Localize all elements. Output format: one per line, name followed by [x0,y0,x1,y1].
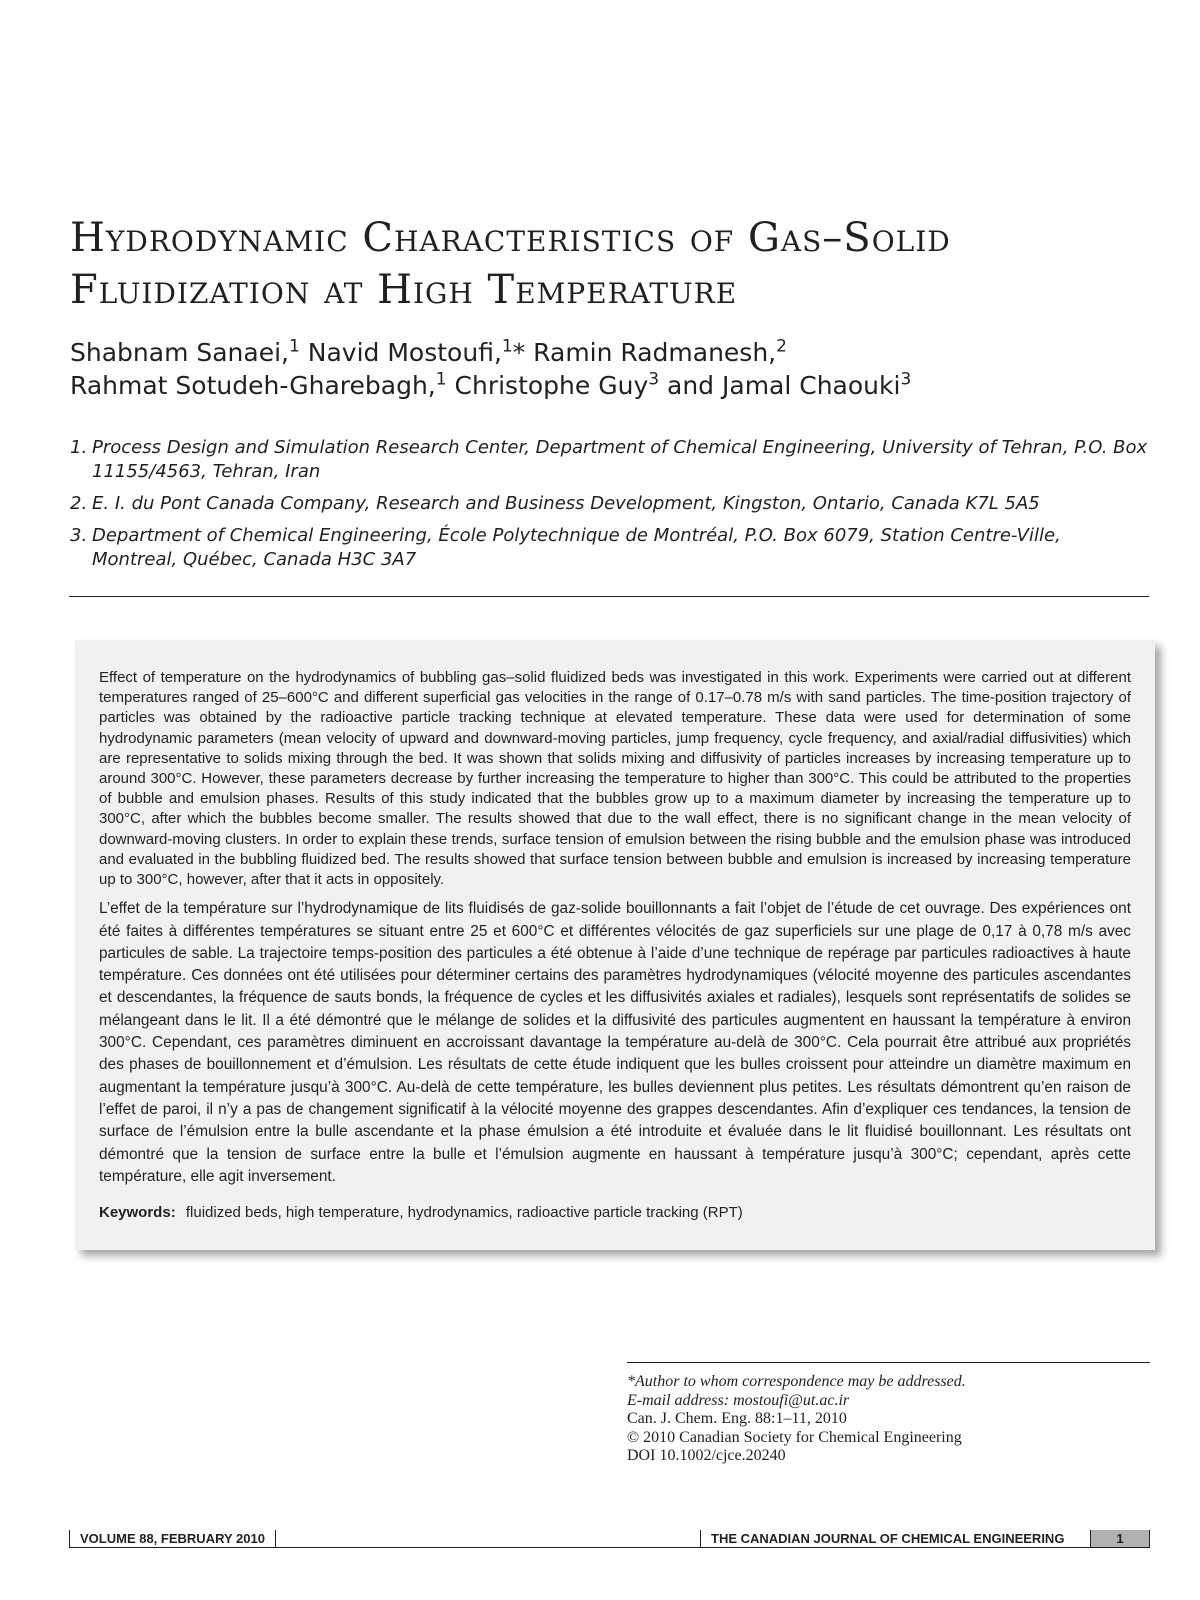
doi: DOI 10.1002/cjce.20240 [627,1447,786,1464]
author-affiliation-mark: 3 [648,369,660,390]
article-title-line-2: Fluidization at High Temperature [70,267,738,313]
affiliation-text: Process Design and Simulation Research Center, Department of Chemical Engineering, University of Tehran, P.O. Box 11155/4563, Tehran, Iran [92,437,1148,482]
correspondence-footnote [627,1362,1150,1466]
author-line-2 [70,369,1150,402]
correspondence-note: *Author to whom correspondence may be addressed. [627,1373,966,1390]
author-affiliation-mark: 1 [289,336,300,357]
footer-journal-name: THE CANADIAN JOURNAL OF CHEMICAL ENGINEERING [700,1530,1074,1547]
author-name: Shabnam Sanaei, [70,338,289,367]
abstract-french: L’effet de la température sur l’hydrodynamique de lits fluidisés de gaz-solide bouillonnants a fait l’objet de l’étude de cet ouvrage. Des expériences ont été faites à différentes températures se situant entre 25 et 600°C et différentes vélocités de gaz superficiels sur une plage de 0,17 à 0,78 m/s avec particules de sable. La trajectoire temps-position des particules a été obtenue à l’aide d’une technique de repérage par particules radioactives à haute température. Ces données ont été utilisées pour déterminer certains des paramètres hydrodynamiques (vélocité moyenne des particules ascendantes et descendantes, la fréquence de sauts bonds, la fréquence de cycles et les diffusivités axiales et radiales), lesquels sont représentatifs de solides se mélangeant dans le lit. Il a été démontré que le mélange de solides et la diffusivité des particules augmentent en haussant la température à environ 300°C. Cependant, ces paramètres diminuent en accroissant davantage la température au-delà de 300°C. Cela pourrait être attribué aux propriétés des phases de bouillonnement et d’émulsion. Les résultats de cette étude indiquent que les bulles croissent pour atteindre un diamètre maximum en augmentant la température jusqu’à 300°C. Au-delà de cette température, les bulles deviennent plus petites. Les résultats démontrent qu’en raison de l’effet de paroi, il n’y a pas de changement significatif à la vélocité moyenne des grappes descendantes. Afin d’expliquer ces tendances, la tension de surface de l’émulsion entre la bulle ascendante et la phase émulsion a été introduite et évaluée dans le lit fluidisé bouillonnant. Les résultats ont démontré que la tension de surface entre la bulle et l’émulsion augmente en haussant à température jusqu’à 300°C; cependant, après cette température, elle agit inversement. [99,900,1131,1185]
affiliation-text: Department of Chemical Engineering, École Polytechnique de Montréal, P.O. Box 6079, Station Centre-Ville, Montreal, Québec, Canada H3C 3A7 [92,525,1061,570]
affiliation-item [70,436,1150,484]
page-footer [69,1530,1150,1548]
author-name: Navid Mostoufi, [307,338,502,367]
article-title [70,212,1150,316]
author-line-1 [70,336,1150,369]
author-separator: * [512,338,534,367]
keywords-text: fluidized beds, high temperature, hydrodynamics, radioactive particle tracking (RPT) [185,1204,743,1222]
copyright: © 2010 Canadian Society for Chemical Engineering [627,1428,962,1446]
author-separator [300,338,308,367]
affiliation-number: 2. [70,493,88,514]
abstract-english: Effect of temperature on the hydrodynamics of bubbling gas–solid fluidized beds was investigated in this work. Experiments were carried out at different temperatures ranged of 25–600°C and different superficial gas velocities in the range of 0.17–0.78 m/s with sand particles. The time-position trajectory of particles was obtained by the radioactive particle tracking technique at elevated temperature. These data were used for determination of some hydrodynamic parameters (mean velocity of upward and downward-moving particles, jump frequency, cycle frequency, and axial/radial diffusivities) which are representative to solids mixing through the bed. It was shown that solids mixing and diffusivity of particles increases by increasing temperature up to around 300°C. However, these parameters decrease by further increasing the temperature to higher than 300°C. This could be attributed to the properties of bubble and emulsion phases. Results of this study indicated that the bubbles grow up to a maximum diameter by increasing the temperature up to 300°C, after which the bubbles become smaller. The results showed that due to the wall effect, there is no significant change in the mean velocity of downward-moving clusters. In order to explain these trends, surface tension of emulsion between the rising bubble and the emulsion phase was introduced and evaluated in the bubbling fluidized bed. The results showed that surface tension between bubble and emulsion is increased by increasing temperature up to 300°C, however, after that it acts in oppositely. [99,669,1131,889]
affiliation-item [70,524,1150,572]
affiliation-text: E. I. du Pont Canada Company, Research and Business Development, Kingston, Ontario, Canada K7L 5A5 [92,493,1040,514]
author-separator [659,371,667,400]
email-address: E-mail address: mostoufi@ut.ac.ir [627,1391,850,1409]
keywords-label: Keywords: [99,1204,176,1222]
affiliation-number: 1. [70,437,88,458]
affiliation-list [70,436,1150,580]
keywords [99,1203,1131,1223]
header-divider [69,596,1149,597]
author-affiliation-mark: 1 [435,369,447,390]
affiliation-number: 3. [70,525,88,546]
page-number: 1 [1090,1530,1150,1547]
abstract-box [75,640,1155,1250]
author-affiliation-mark: 1 [501,336,513,357]
author-name: Rahmat Sotudeh-Gharebagh, [70,371,436,400]
citation: Can. J. Chem. Eng. 88:1–11, 2010 [627,1410,847,1427]
author-affiliation-mark: 3 [900,369,912,390]
author-name: and Jamal Chaouki [667,371,901,400]
author-name: Christophe Guy [454,371,649,400]
author-name: Ramin Radmanesh, [533,338,777,367]
author-separator [447,371,455,400]
footer-volume: VOLUME 88, FEBRUARY 2010 [69,1530,276,1547]
author-list [70,336,1150,402]
author-affiliation-mark: 2 [776,336,787,357]
affiliation-item [70,492,1150,516]
article-title-line-1: Hydrodynamic Characteristics of Gas–Solid [70,215,951,261]
